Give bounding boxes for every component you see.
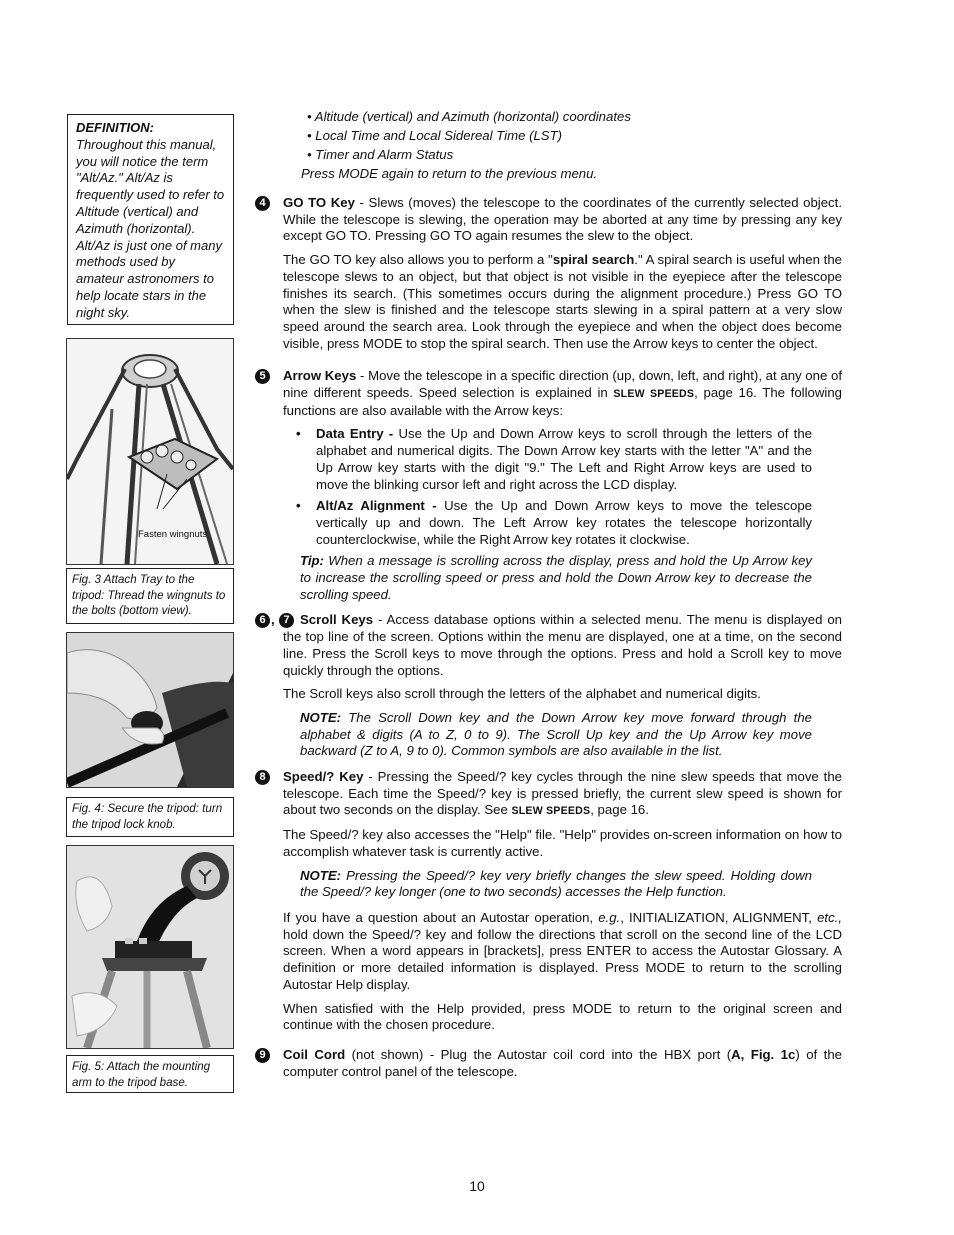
callout-number-9: 9 xyxy=(255,1048,270,1063)
section-goto-key xyxy=(255,195,842,352)
callout-number-5: 5 xyxy=(255,369,270,384)
help-return-paragraph: When satisfied with the Help provided, press MODE to return to the original screen and continue with the chosen procedure. xyxy=(283,1000,842,1033)
fig4-image xyxy=(66,632,234,788)
help-file-paragraph: The Speed/? key also accesses the "Help" file. "Help" provides on-screen information on how to accomplish whatever task is currently active. xyxy=(283,827,842,859)
definition-title: DEFINITION: xyxy=(76,120,154,135)
tripod-lock-knob-photo xyxy=(67,633,233,787)
callout-number-7: 7 xyxy=(279,613,294,628)
fig5-caption: Fig. 5: Attach the mounting arm to the tripod base. xyxy=(66,1055,234,1093)
scroll-keys-paragraph-2: The Scroll keys also scroll through the letters of the alphabet and numerical digits. xyxy=(283,686,761,702)
fig3-image xyxy=(66,338,234,565)
mounting-arm-photo xyxy=(67,846,233,1048)
main-column xyxy=(255,109,842,1087)
section-coil-cord xyxy=(255,1047,842,1080)
goto-key-paragraph: GO TO Key - Slews (moves) the telescope to the coordinates of the currently selected object. While the telescope is slewing, the operation may be aborted at any time by pressing any key except GO TO. Pressing GO TO again resumes the slew to the object. xyxy=(283,194,842,244)
fig3-callout-label: Fasten wingnuts xyxy=(138,529,208,540)
press-mode-note: Press MODE again to return to the previous menu. xyxy=(301,166,598,182)
tip-note: Tip: When a message is scrolling across the display, press and hold the Up Arrow key to increase the scrolling speed or press and hold the Down Arrow key to decrease the scrolling speed. xyxy=(300,553,812,602)
goto-key-title: GO TO Key xyxy=(283,194,355,210)
speed-key-paragraph: Speed/? Key - Pressing the Speed/? key cycles through the nine slew speeds that move the telescope. Each time the Speed/? key is pressed briefly, the current slew speed is shown for about two seconds on the display. See SLEW SPEEDS, page 16. xyxy=(283,769,842,818)
callout-number-4: 4 xyxy=(255,196,270,211)
definition-box xyxy=(67,114,234,325)
callout-separator: , xyxy=(271,612,275,628)
coil-cord-title: Coil Cord xyxy=(283,1046,346,1062)
scroll-note: NOTE: The Scroll Down key and the Down Arrow key move forward through the alphabet & digits (A to Z, 0 to 9). The Scroll Up key and the Up Arrow key move backward (Z to A, 9 to 0). Common symbols are also available in the list. xyxy=(300,709,812,759)
fig4-caption: Fig. 4: Secure the tripod: turn the tripod lock knob. xyxy=(66,797,234,837)
display-info-list xyxy=(307,109,842,164)
section-scroll-keys xyxy=(255,612,842,760)
list-item: • Timer and Alarm Status xyxy=(307,147,454,163)
list-item: • Alt/Az Alignment - Use the Up and Down Arrow keys to move the telescope vertically up and down. The Left Arrow key rotates the telescope horizontally counterclockwise, while the Right Arrow key rotates it clockwise. xyxy=(283,498,812,548)
fig3-caption: Fig. 3 Attach Tray to the tripod: Thread the wingnuts to the bolts (bottom view). xyxy=(66,568,234,624)
definition-body: Throughout this manual, you will notice the term "Alt/Az." Alt/Az is frequently used to refer to Altitude (vertical) and Azimuth (horizontal). Alt/Az is just one of many methods used by amateur astronomers to help locate stars in the night sky. xyxy=(76,136,225,320)
arrow-keys-title: Arrow Keys xyxy=(283,368,357,384)
list-item: • Local Time and Local Sidereal Time (LST) xyxy=(307,128,563,144)
coil-cord-paragraph: Coil Cord (not shown) - Plug the Autostar coil cord into the HBX port (A, Fig. 1c) of the computer control panel of the telescope. xyxy=(283,1046,842,1079)
spiral-search-paragraph: The GO TO key also allows you to perform a "spiral search." A spiral search is useful when the telescope slews to an object, but that object is not visible in the eyepiece after the telescope finishes its search. (This sometimes occurs during the alignment procedure.) Press GO TO when the slew is finished and the telescope starts slewing in a spiral pattern at a very slow speed around the search area. Look through the eyepiece and when the object does become visible, press MODE to stop the spiral search. Then use the Arrow keys to center the object. xyxy=(283,252,843,351)
autostar-help-paragraph: If you have a question about an Autostar operation, e.g., INITIALIZATION, ALIGNMENT, etc., hold down the Speed/? key and follow the directions that scroll on the second line of the LCD screen. When a word appears in [brackets], press ENTER to access the Autostar Glossary. A definition or more detailed information is displayed. Press MODE to return to the scrolling Autostar Help display. xyxy=(283,910,842,992)
page-number: 10 xyxy=(469,1178,485,1194)
speed-key-title: Speed/? Key xyxy=(283,769,364,785)
fig5-image xyxy=(66,845,234,1049)
list-item: • Altitude (vertical) and Azimuth (horizontal) coordinates xyxy=(307,109,631,124)
list-item: • Data Entry - Use the Up and Down Arrow keys to scroll through the letters of the alphabet and numerical digits. The Down Arrow key starts with the letter "A" and the Up Arrow key starts with the digit "9." The Left and Right Arrow keys are used to move the blinking cursor left and right across the LCD display. xyxy=(283,426,812,493)
callout-number-6: 6 xyxy=(255,613,270,628)
scroll-keys-paragraph: Scroll Keys - Access database options within a selected menu. The menu is displayed on the top line of the screen. Options within the menu are displayed, one at a time, on the second line. Press the Scroll keys to move through the options. Press and hold a Scroll key to move quickly through the options. xyxy=(283,612,842,678)
callout-number-8: 8 xyxy=(255,770,270,785)
arrow-keys-paragraph: Arrow Keys - Move the telescope in a specific direction (up, down, left, and right), at any one of nine different speeds. Speed selection is explained in SLEW SPEEDS, page 16. The following functions are also available with the Arrow keys: xyxy=(283,368,842,418)
speed-note: NOTE: Pressing the Speed/? key very briefly changes the slew speed. Holding down the Speed/? key longer (one to two seconds) accesses the Help function. xyxy=(300,867,812,900)
scroll-keys-title: Scroll Keys xyxy=(300,612,374,628)
section-speed-key xyxy=(255,769,842,1034)
section-arrow-keys xyxy=(255,368,842,603)
